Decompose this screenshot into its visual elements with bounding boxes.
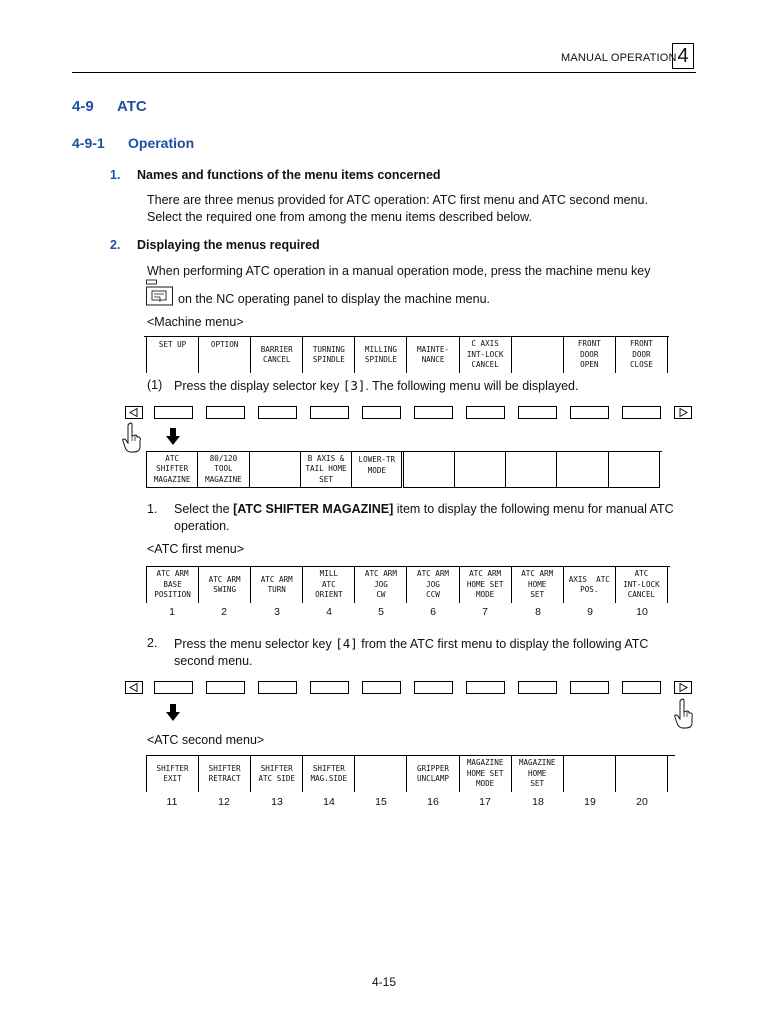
section-number: 4-9 — [72, 98, 94, 115]
item1-title: Names and functions of the menu items concerned — [137, 168, 441, 182]
machine-menu-cell[interactable]: OPTION — [199, 337, 251, 373]
menu-key-5[interactable] — [362, 681, 401, 694]
atc-second-menu-number: 11 — [166, 796, 178, 808]
menu-key-6[interactable] — [414, 406, 453, 419]
item2-para-line2: on the NC operating panel to display the machine menu. — [178, 292, 490, 306]
atc-second-menu-cell[interactable]: SHIFTER RETRACT — [199, 756, 251, 792]
step-a-text-pre: Select the — [174, 502, 234, 516]
right-arrow-key[interactable] — [674, 406, 692, 419]
atc-second-menu-cell[interactable]: MAGAZINE HOME SET MODE — [459, 756, 511, 792]
atc-second-menu-number: 17 — [479, 796, 491, 808]
chapter-number: 4 — [672, 43, 694, 69]
step1-text — [174, 377, 579, 395]
atc-first-menu-number: 7 — [482, 606, 488, 618]
atc-first-menu-number: 2 — [221, 606, 227, 618]
atc-second-menu-number: 18 — [532, 796, 544, 808]
step-a-bold: [ATC SHIFTER MAGAZINE] — [233, 502, 394, 516]
sub-menu-cell[interactable] — [249, 452, 300, 487]
step-a-number: 1. — [147, 502, 158, 516]
step1-text-pre: Press the display selector key — [174, 379, 343, 393]
sub-menu-cell[interactable] — [403, 452, 454, 487]
item1-para-line1: There are three menus provided for ATC operation: ATC first menu and ATC second menu. — [147, 193, 648, 207]
atc-first-menu-cell[interactable]: ATC ARM TURN — [251, 567, 303, 603]
sub-menu-cell[interactable] — [557, 452, 608, 487]
atc-first-menu-cell[interactable]: MILL ATC ORIENT — [303, 567, 355, 603]
hand-pointer-icon — [121, 422, 143, 454]
section-title: ATC — [117, 98, 147, 115]
atc-first-menu-number: 5 — [378, 606, 384, 618]
atc-first-menu-table — [146, 567, 668, 603]
atc-first-menu-cell[interactable]: AXIS ATC POS. — [563, 567, 615, 603]
sub-menu-cell[interactable]: LOWER-TR MODE — [352, 452, 403, 487]
atc-second-menu-cell[interactable] — [615, 756, 667, 792]
atc-first-menu-number: 1 — [169, 606, 175, 618]
item2-number: 2. — [110, 238, 121, 252]
menu-key-8[interactable] — [518, 406, 557, 419]
right-arrow-key[interactable] — [674, 681, 692, 694]
left-arrow-key[interactable] — [125, 681, 143, 694]
machine-menu-label: <Machine menu> — [147, 315, 244, 329]
atc-first-menu-number: 9 — [587, 606, 593, 618]
machine-menu-table — [146, 337, 668, 373]
menu-key-9[interactable] — [570, 406, 609, 419]
atc-second-menu-number: 19 — [584, 796, 596, 808]
menu-key-5[interactable] — [362, 406, 401, 419]
item2-title: Displaying the menus required — [137, 238, 320, 252]
menu-key-2[interactable] — [206, 406, 245, 419]
item1-number: 1. — [110, 168, 121, 182]
selector-key-bar-1 — [125, 406, 695, 419]
machine-menu-cell[interactable]: BARRIER CANCEL — [251, 337, 303, 373]
sub-menu-cell[interactable] — [506, 452, 557, 487]
atc-second-menu-label: <ATC second menu> — [147, 733, 265, 747]
atc-second-menu-number: 13 — [271, 796, 283, 808]
menu-key-9[interactable] — [570, 681, 609, 694]
menu-key-10[interactable] — [622, 406, 661, 419]
left-arrow-key[interactable] — [125, 406, 143, 419]
atc-second-menu-number: 16 — [427, 796, 439, 808]
menu-key-3[interactable] — [258, 681, 297, 694]
menu-key-4[interactable] — [310, 681, 349, 694]
step-b-text — [174, 635, 696, 653]
step-a-line2: operation. — [174, 519, 230, 533]
selector-key-bar-2 — [125, 681, 695, 694]
step-b-number: 2. — [147, 636, 158, 650]
atc-first-menu-number: 4 — [326, 606, 332, 618]
menu-key-2[interactable] — [206, 681, 245, 694]
machine-menu-cell[interactable]: FRONT DOOR OPEN — [563, 337, 615, 373]
atc-first-menu-cell[interactable]: ATC ARM SWING — [199, 567, 251, 603]
machine-menu-cell[interactable]: FRONT DOOR CLOSE — [615, 337, 667, 373]
step1-key: [3] — [342, 378, 366, 393]
menu-key-7[interactable] — [466, 681, 505, 694]
sub-menu-cell[interactable] — [454, 452, 505, 487]
machine-menu-cell[interactable]: MILLING SPINDLE — [355, 337, 407, 373]
step-a-text-post: item to display the following menu for manual ATC — [393, 502, 674, 516]
menu-key-8[interactable] — [518, 681, 557, 694]
atc-second-menu-cell[interactable]: SHIFTER EXIT — [147, 756, 199, 792]
atc-first-menu-number: 6 — [430, 606, 436, 618]
atc-first-menu-cell[interactable]: ATC INT-LOCK CANCEL — [615, 567, 667, 603]
menu-key-4[interactable] — [310, 406, 349, 419]
header-rule — [72, 72, 696, 73]
atc-second-menu-cell[interactable]: SHIFTER ATC SIDE — [251, 756, 303, 792]
step-a-text — [174, 501, 696, 518]
machine-menu-cell[interactable]: C AXIS INT-LOCK CANCEL — [459, 337, 511, 373]
atc-first-menu-cell[interactable]: ATC ARM HOME SET — [511, 567, 563, 603]
atc-second-menu-number: 14 — [323, 796, 335, 808]
down-arrow-icon — [165, 704, 181, 722]
menu-key-3[interactable] — [258, 406, 297, 419]
sub-menu-cell[interactable]: ATC SHIFTER MAGAZINE — [147, 452, 198, 487]
sub-menu-cell[interactable]: B AXIS & TAIL HOME SET — [300, 452, 351, 487]
atc-first-menu-cell[interactable]: ATC ARM JOG CCW — [407, 567, 459, 603]
down-arrow-icon — [165, 428, 181, 446]
atc-second-menu-cell[interactable]: SHIFTER MAG.SIDE — [303, 756, 355, 792]
atc-second-menu-cell[interactable]: MAGAZINE HOME SET — [511, 756, 563, 792]
step-b-text-post: from the ATC first menu to display the following ATC — [357, 637, 649, 651]
menu-key-1[interactable] — [154, 406, 193, 419]
menu-key-7[interactable] — [466, 406, 505, 419]
atc-second-menu-cell[interactable]: GRIPPER UNCLAMP — [407, 756, 459, 792]
atc-second-menu-number: 12 — [218, 796, 230, 808]
atc-second-menu-number: 20 — [636, 796, 648, 808]
atc-first-menu-number: 3 — [274, 606, 280, 618]
menu-key-10[interactable] — [622, 681, 661, 694]
step1-text-post: . The following menu will be displayed. — [365, 379, 579, 393]
atc-first-menu-label: <ATC first menu> — [147, 542, 245, 556]
hand-pointer-icon — [673, 698, 695, 730]
machine-menu-cell[interactable]: MAINTE- NANCE — [407, 337, 459, 373]
atc-second-menu-cell[interactable] — [355, 756, 407, 792]
subsection-title: Operation — [128, 135, 195, 151]
atc-second-menu-cell[interactable] — [563, 756, 615, 792]
atc-first-menu-cell[interactable]: ATC ARM JOG CW — [355, 567, 407, 603]
step-b-text-pre: Press the menu selector key — [174, 637, 336, 651]
subsection-number: 4-9-1 — [72, 135, 105, 151]
atc-first-menu-number: 8 — [535, 606, 541, 618]
atc-second-menu-number: 15 — [375, 796, 387, 808]
sub-menu-cell[interactable]: 80/120 TOOL MAGAZINE — [198, 452, 249, 487]
machine-menu-cell[interactable]: TURNING SPINDLE — [303, 337, 355, 373]
machine-menu-key-icon — [145, 279, 175, 307]
atc-first-menu-number: 10 — [636, 606, 648, 618]
step1-number: (1) — [147, 378, 163, 392]
sub-menu-cell[interactable] — [608, 452, 659, 487]
item1-para-line2: Select the required one from among the menu items described below. — [147, 210, 532, 224]
step-b-line2: second menu. — [174, 654, 253, 668]
step-b-key: [4] — [335, 636, 358, 651]
page-number: 4-15 — [371, 975, 397, 989]
menu-key-6[interactable] — [414, 681, 453, 694]
sub-menu-table — [146, 452, 660, 488]
machine-menu-cell[interactable] — [511, 337, 563, 373]
header-title: MANUAL OPERATION — [561, 52, 677, 64]
atc-first-menu-cell[interactable]: ATC ARM BASE POSITION — [147, 567, 199, 603]
machine-menu-cell[interactable]: SET UP — [147, 337, 199, 373]
atc-first-menu-cell[interactable]: ATC ARM HOME SET MODE — [459, 567, 511, 603]
item2-para-line1: When performing ATC operation in a manual operation mode, press the machine menu key — [147, 264, 651, 278]
atc-second-menu-table — [146, 756, 668, 792]
menu-key-1[interactable] — [154, 681, 193, 694]
